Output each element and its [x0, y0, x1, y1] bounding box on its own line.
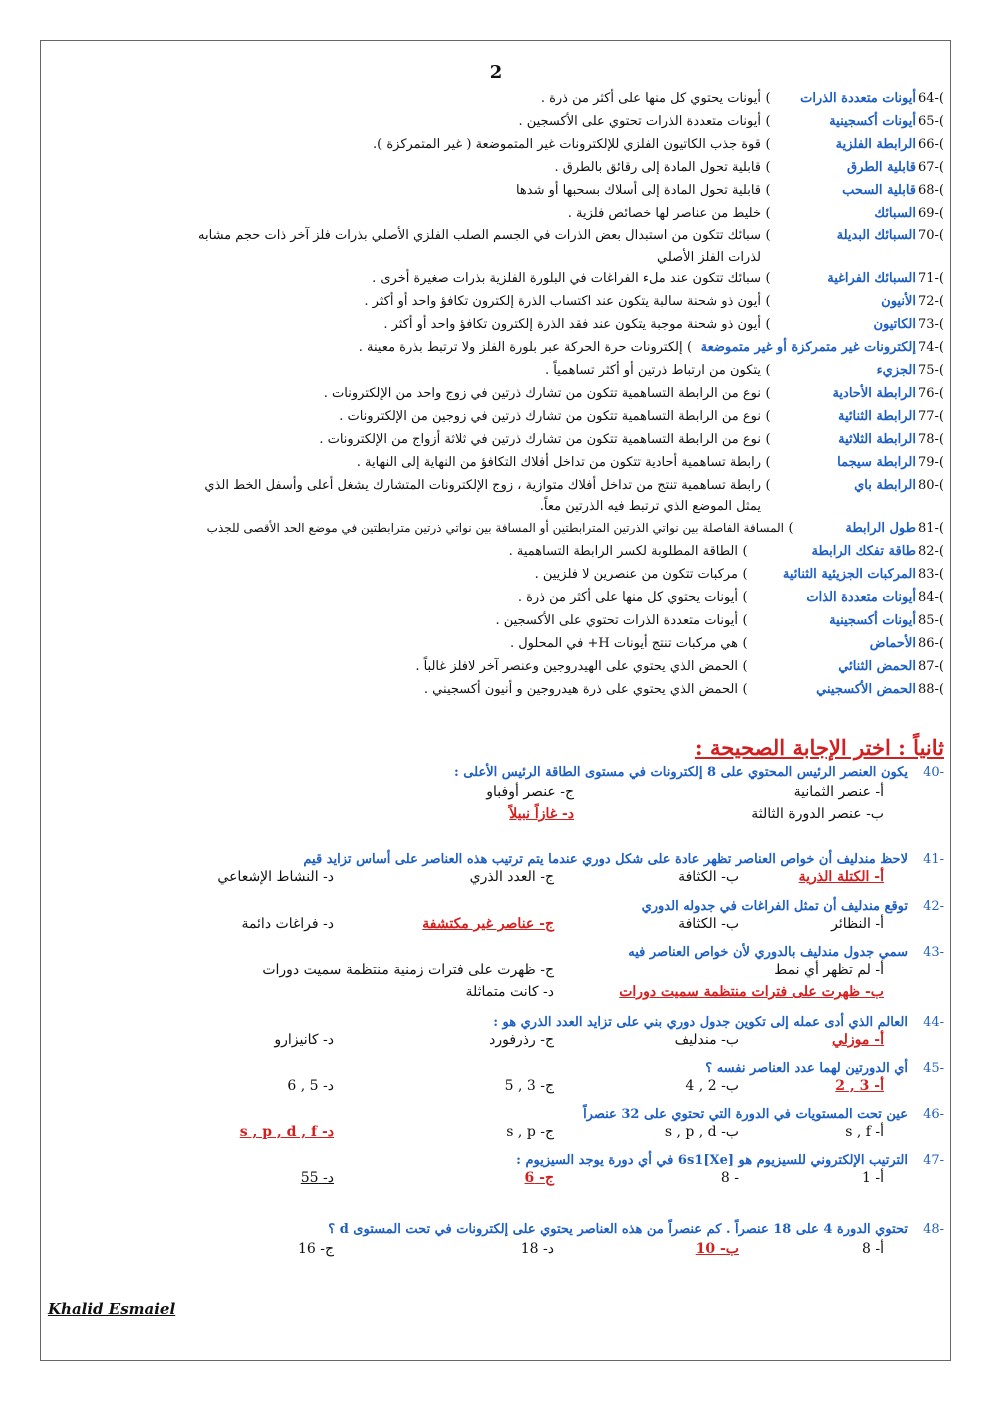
definition-item: 69 -( السبائك ) خليط من عناصر لها خصائص فلزية . — [49, 203, 944, 226]
option[interactable]: أ- لم تظهر أي نمط — [774, 962, 884, 978]
definition-item: 73 -( الكاتيون ) أيون ذو شحنة موجبة يتكون عند فقد الذرة إلكترون تكافؤ واحد أو أكثر . — [49, 314, 944, 337]
option-correct[interactable]: ج- عناصر غير مكتشفة — [422, 916, 554, 932]
option[interactable]: أ- النظائر — [831, 916, 884, 932]
definition-item: 71 -( السبائك الفراغية ) سبائك تتكون عند ملء الفراغات في البلورة الفلزية بذرات صغيرة أخرى . — [49, 268, 944, 291]
question-block: 48- تحتوي الدورة 4 على 18 عنصراً . كم عنصراً من هذه العناصر يحتوي على إلكترونات في تحت المستوى d ؟ أ- 8 ب- 10 د- 18 ج- 16 — [297, 1222, 944, 1257]
option[interactable]: ب- s , p , d — [664, 1124, 739, 1140]
question-block: 46- عين تحت المستويات في الدورة التي تحتوي على 32 عنصراً أ- s , f ب- s , p , d ج- s , p د- s , p , d , f — [239, 1107, 944, 1140]
option-correct[interactable]: ب- 10 — [695, 1241, 739, 1257]
option[interactable]: ب- الكثافة — [678, 869, 739, 885]
definition-item: 70 -( السبائك البديلة ) سبائك تتكون من استبدال بعض الذرات في الجسم الصلب الفلزي الأصلي بذرات فلز آخر ذات حجم مشابه — [49, 225, 944, 248]
question-block: 44- العالم الذي أدى عمله إلى تكوين جدول دوري بني على تزايد العدد الذري هو : أ- موزلي ب- مندليف ج- رذرفورد د- كانيزارو — [274, 1015, 944, 1048]
option-correct[interactable]: أ- الكتلة الذرية — [798, 869, 884, 885]
option[interactable]: أ- 8 — [862, 1241, 884, 1257]
definition-item: 81 -( طول الرابطة ) المسافة الفاصلة بين نواتي الذرتين المترابطتين أو المسافة بين نواتي ذرتين مترابطتين في موضع الحد الأقصى للجذب — [49, 517, 944, 541]
definition-item: 80 -( الرابطة باي ) رابطة تساهمية تنتج من تداخل أفلاك متوازية ، زوج الإلكترونات المتشارك يشغل أعلى وأسفل الخط الذي — [49, 475, 944, 498]
section-title: ثانياً : اختر الإجابة الصحيحة : — [694, 735, 944, 760]
definition-item: 76 -( الرابطة الأحادية ) نوع من الرابطة التساهمية تتكون من تشارك ذرتين في زوج واحد من الإلكترونات . — [49, 383, 944, 406]
definition-item: 85 -( أيونات أكسجينية ) أيونات متعددة الذرات تحتوي على الأكسجين . — [49, 610, 944, 633]
author-signature: Khalid Esmaiel — [48, 1300, 176, 1318]
option[interactable]: ج- 16 — [297, 1241, 334, 1257]
question-block: 40- يكون العنصر الرئيس المحتوي على 8 إلكترونات في مستوى الطاقة الرئيس الأعلى : أ- عنصر الثمانية ج- عنصر أوفباو ب- عنصر الدورة الثالثة د- غازاً نبيلاً — [453, 765, 944, 822]
option[interactable]: أ- عنصر الثمانية — [793, 784, 884, 800]
question-block: 43- سمي جدول مندليف بالدوري لأن خواص العناصر فيه أ- لم تظهر أي نمط ج- ظهرت على فترات زمنية منتظمة سميت دورات ب- ظهرت على فترات منتظمة سميت دورات د- كانت متماثلة — [262, 945, 944, 1000]
definition-item: 88 -( الحمض الأكسجيني ) الحمض الذي يحتوي على ذرة هيدروجين و أنيون أكسجيني . — [49, 679, 944, 702]
definitions-list — [49, 88, 944, 702]
question-block: 45- أي الدورتين لهما عدد العناصر نفسه ؟ أ- 3 , 2 ب- 2 , 4 ج- 3 , 5 د- 5 , 6 — [287, 1061, 944, 1094]
definition-item: 78 -( الرابطة الثلاثية ) نوع من الرابطة التساهمية تتكون من تشارك ذرتين في ثلاثة أزواج من الإلكترونات . — [49, 429, 944, 452]
option-correct[interactable]: ب- ظهرت على فترات منتظمة سميت دورات — [619, 984, 884, 1000]
option-correct[interactable]: ج- 6 — [524, 1170, 554, 1186]
option-correct[interactable]: أ- 3 , 2 — [835, 1078, 884, 1094]
definition-item: 66 -( الرابطة الفلزية ) قوة جذب الكاتيون الفلزي للإلكترونات غير المتموضعة ( غير المتمركزة ). — [49, 134, 944, 157]
option[interactable]: ب- 2 , 4 — [685, 1078, 739, 1094]
option[interactable]: ب- عنصر الدورة الثالثة — [751, 806, 884, 822]
definition-item: 87 -( الحمض الثنائي ) الحمض الذي يحتوي على الهيدروجين وعنصر آخر لافلز غالباً . — [49, 656, 944, 679]
definition-continuation: لذرات الفلز الأصلي — [656, 250, 761, 266]
option-correct[interactable]: أ- موزلي — [831, 1032, 884, 1048]
definition-item: 79 -( الرابطة سيجما ) رابطة تساهمية أحادية تتكون من تداخل أفلاك التكافؤ من النهاية إلى النهاية . — [49, 452, 944, 475]
definition-item: 83 -( المركبات الجزيئية الثنائية ) مركبات تتكون من عنصرين لا فلزيين . — [49, 564, 944, 587]
option[interactable]: ج- ظهرت على فترات زمنية منتظمة سميت دورات — [262, 962, 554, 978]
option[interactable]: د- كانيزارو — [274, 1032, 334, 1048]
definition-continuation: يمثل الموضع الذي ترتبط فيه الذرتين معاً. — [539, 499, 761, 515]
option[interactable]: د- 18 — [520, 1241, 554, 1257]
option[interactable]: ب- الكثافة — [678, 916, 739, 932]
option[interactable]: د- النشاط الإشعاعي — [217, 869, 334, 885]
option-correct[interactable]: د- غازاً نبيلاً — [509, 806, 574, 822]
option[interactable]: أ- s , f — [845, 1124, 884, 1140]
definition-item: 68 -( قابلية السحب ) قابلية تحول المادة إلى أسلاك بسحبها أو شدها — [49, 180, 944, 203]
option[interactable]: ج- 3 , 5 — [504, 1078, 554, 1094]
option-correct[interactable]: د- s , p , d , f — [239, 1124, 334, 1140]
definition-item: 75 -( الجزيء ) يتكون من ارتباط ذرتين أو أكثر تساهمياً . — [49, 360, 944, 383]
option[interactable]: د- فراغات دائمة — [241, 916, 334, 932]
option[interactable]: أ- 1 — [862, 1170, 884, 1186]
definition-item: 65 -( أيونات أكسجينية ) أيونات متعددة الذرات تحتوي على الأكسجين . — [49, 111, 944, 134]
definition-item: 77 -( الرابطة الثنائية ) نوع من الرابطة التساهمية تتكون من تشارك ذرتين في زوجين من الإلكترونات . — [49, 406, 944, 429]
option[interactable]: ج- s , p — [506, 1124, 554, 1140]
option[interactable]: ب- مندليف — [674, 1032, 739, 1048]
definition-item: 84 -( أيونات متعددة الذات ) أيونات يحتوي كل منها على أكثر من ذرة . — [49, 587, 944, 610]
definition-item: 64 -( أيونات متعددة الذرات ) أيونات يحتوي كل منها على أكثر من ذرة . — [49, 88, 944, 111]
option[interactable]: د- كانت متماثلة — [465, 984, 554, 1000]
definition-item: 67 -( قابلية الطرق ) قابلية تحول المادة إلى رقائق بالطرق . — [49, 157, 944, 180]
option[interactable]: ج- عنصر أوفباو — [486, 784, 574, 800]
option[interactable]: د- 55 — [300, 1170, 334, 1186]
option[interactable]: - 8 — [720, 1170, 739, 1186]
option[interactable]: ج- رذرفورد — [489, 1032, 554, 1048]
question-block: 42- توقع مندليف أن تمثل الفراغات في جدوله الدوري أ- النظائر ب- الكثافة ج- عناصر غير مكتشفة د- فراغات دائمة — [241, 899, 944, 932]
question-block: 41- لاحظ مندليف أن خواص العناصر تظهر عادة على شكل دوري عندما يتم ترتيب هذه العناصر على أساس تزايد قيم أ- الكتلة الذرية ب- الكثافة ج- العدد الذري د- النشاط الإشعاعي — [217, 852, 944, 885]
definition-item: 82 -( طاقة تفكك الرابطة ) الطاقة المطلوبة لكسر الرابطة التساهمية . — [49, 541, 944, 564]
page-number: 2 — [489, 62, 503, 83]
option[interactable]: ج- العدد الذري — [469, 869, 554, 885]
option[interactable]: د- 5 , 6 — [287, 1078, 334, 1094]
definition-item: 72 -( الأنيون ) أيون ذو شحنة سالبة يتكون عند اكتساب الذرة إلكترون تكافؤ واحد أو أكثر . — [49, 291, 944, 314]
question-block: 47- الترتيب الإلكتروني للسيزيوم هو [Xe]6s1 في أي دورة يوجد السيزيوم : أ- 1 - 8 ج- 6 د- 55 — [300, 1153, 944, 1186]
definition-item: 74 -( إلكترونات غير متمركزة أو غير متموضعة ) إلكترونات حرة الحركة عبر بلورة الفلز ولا ترتبط بذرة معينة . — [49, 337, 944, 360]
definition-item: 86 -( الأحماض ) هي مركبات تنتج أيونات H+ في المحلول . — [49, 633, 944, 656]
